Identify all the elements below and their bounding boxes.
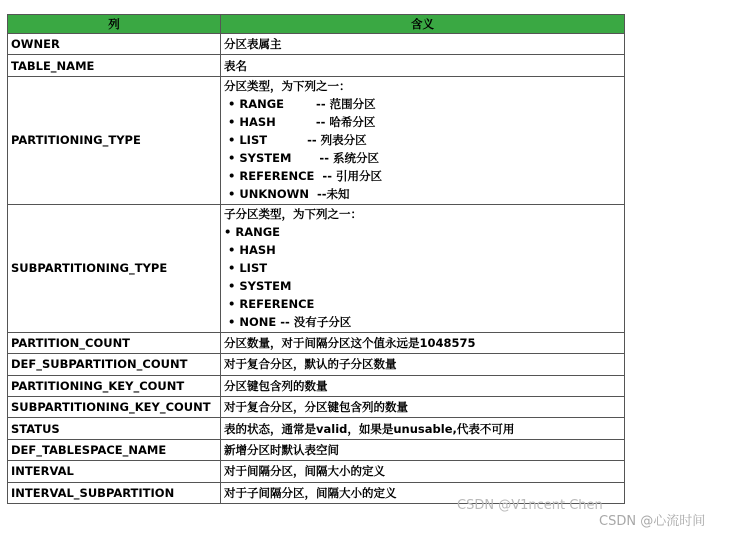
- column-name-cell: PARTITIONING_KEY_COUNT: [8, 375, 221, 396]
- meaning-cell: [221, 332, 625, 353]
- column-name-cell: INTERVAL_SUBPARTITION: [8, 482, 221, 503]
- meaning-cell: [221, 418, 625, 439]
- column-name-cell: TABLE_NAME: [8, 55, 221, 76]
- table-row: [8, 204, 625, 332]
- meaning-line: 分区类型，为下列之一：: [224, 78, 351, 93]
- table-header-row: [8, 15, 625, 34]
- meaning-line: 对于间隔分区，间隔大小的定义: [224, 464, 385, 479]
- table-row: [8, 375, 625, 396]
- meaning-line: • RANGE: [224, 224, 281, 239]
- meaning-cell: [221, 204, 625, 332]
- watermark-author: CSDN @V1ncent Chen: [457, 498, 603, 513]
- column-name-cell: DEF_TABLESPACE_NAME: [8, 439, 221, 460]
- table-row: [8, 332, 625, 353]
- meaning-line: 对于复合分区，分区键包含列的数量: [224, 400, 408, 415]
- table-body: [8, 34, 625, 504]
- column-name-cell: SUBPARTITIONING_TYPE: [8, 204, 221, 332]
- meaning-line: • REFERENCE: [224, 296, 315, 311]
- meaning-line: 新增分区时默认表空间: [224, 442, 339, 457]
- table-row: [8, 439, 625, 460]
- meaning-line: 表名: [224, 58, 247, 73]
- meaning-line: 表的状态，通常是valid，如果是unusable,代表不可用: [224, 421, 515, 436]
- column-header-name: 列: [8, 15, 221, 34]
- watermark-site: CSDN @心流时间: [599, 514, 706, 529]
- meaning-cell: [221, 439, 625, 460]
- partition-columns-table: [7, 14, 625, 504]
- meaning-line: • REFERENCE -- 引用分区: [224, 168, 382, 183]
- meaning-cell: [221, 461, 625, 482]
- meaning-line: • HASH: [224, 242, 276, 257]
- meaning-line: 子分区类型，为下列之一：: [224, 206, 362, 221]
- meaning-line: 对于子间隔分区，间隔大小的定义: [224, 485, 397, 500]
- meaning-line: 分区键包含列的数量: [224, 378, 328, 393]
- table-row: [8, 354, 625, 375]
- column-header-meaning: 含义: [221, 15, 625, 34]
- meaning-cell: [221, 55, 625, 76]
- table-row: [8, 76, 625, 204]
- column-name-cell: PARTITION_COUNT: [8, 332, 221, 353]
- meaning-line: • LIST -- 列表分区: [224, 132, 367, 147]
- column-name-cell: OWNER: [8, 34, 221, 55]
- meaning-line: 分区表属主: [224, 37, 282, 52]
- table-row: [8, 418, 625, 439]
- table-row: [8, 55, 625, 76]
- meaning-cell: [221, 396, 625, 417]
- column-name-cell: SUBPARTITIONING_KEY_COUNT: [8, 396, 221, 417]
- meaning-line: • UNKNOWN --未知: [224, 186, 350, 201]
- meaning-line: • NONE -- 没有子分区: [224, 314, 352, 329]
- meaning-cell: [221, 76, 625, 204]
- meaning-line: 分区数量，对于间隔分区这个值永远是1048575: [224, 335, 476, 350]
- column-name-cell: PARTITIONING_TYPE: [8, 76, 221, 204]
- meaning-line: 对于复合分区，默认的子分区数量: [224, 357, 397, 372]
- meaning-cell: [221, 354, 625, 375]
- meaning-cell: [221, 375, 625, 396]
- column-name-cell: STATUS: [8, 418, 221, 439]
- meaning-cell: [221, 34, 625, 55]
- meaning-line: • HASH -- 哈希分区: [224, 114, 376, 129]
- meaning-line: • SYSTEM -- 系统分区: [224, 150, 379, 165]
- column-name-cell: INTERVAL: [8, 461, 221, 482]
- meaning-line: • RANGE -- 范围分区: [224, 96, 376, 111]
- column-name-cell: DEF_SUBPARTITION_COUNT: [8, 354, 221, 375]
- meaning-line: • SYSTEM: [224, 278, 292, 293]
- table-row: [8, 396, 625, 417]
- table-row: [8, 34, 625, 55]
- table-row: [8, 461, 625, 482]
- meaning-line: • LIST: [224, 260, 268, 275]
